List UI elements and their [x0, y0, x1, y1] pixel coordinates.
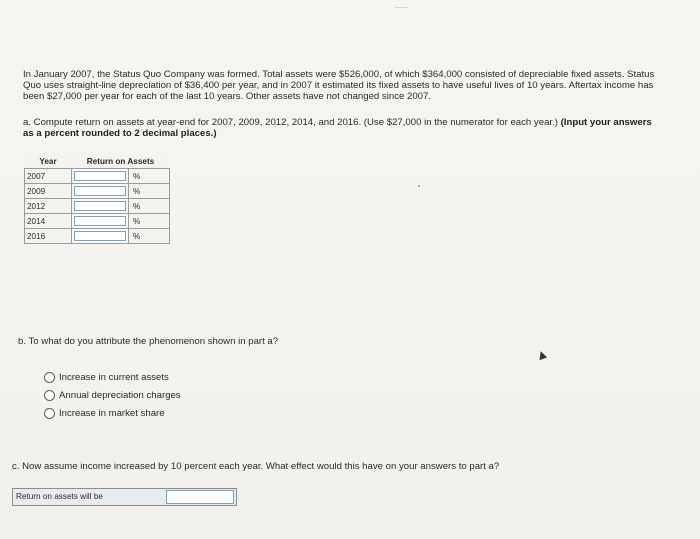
roa-input-2007[interactable] [74, 171, 126, 181]
radio-button[interactable] [44, 372, 55, 383]
part-a-prompt [23, 117, 663, 139]
option-annual-depreciation[interactable] [44, 390, 181, 401]
roa-input-2016[interactable] [74, 231, 126, 241]
percent-label: % [129, 229, 170, 244]
option-label: Annual depreciation charges [59, 390, 181, 401]
radio-button[interactable] [44, 390, 55, 401]
roa-input-cell[interactable] [72, 199, 129, 214]
percent-label: % [129, 184, 170, 199]
roa-input-cell[interactable] [72, 184, 129, 199]
header-partial-text: ..... [395, 0, 408, 10]
percent-label: % [129, 199, 170, 214]
roa-table [24, 155, 170, 244]
roa-input-2012[interactable] [74, 201, 126, 211]
option-label: Increase in market share [59, 408, 165, 419]
roa-input-cell[interactable] [72, 169, 129, 184]
answer-dropdown[interactable] [166, 490, 234, 504]
year-cell: 2012 [25, 199, 72, 214]
answer-label: Return on assets will be [16, 492, 103, 501]
roa-input-2009[interactable] [74, 186, 126, 196]
part-a-instruction: (Input your answers as a percent rounded to 2 decimal places.) [23, 117, 652, 140]
option-increase-market-share[interactable] [44, 408, 165, 419]
option-label: Increase in current assets [59, 372, 169, 383]
percent-label: % [129, 169, 170, 184]
year-cell: 2014 [25, 214, 72, 229]
part-c-question: c. Now assume income increased by 10 percent each year. What effect would this have on your answers to part a? [12, 461, 500, 472]
year-cell: 2007 [25, 169, 72, 184]
table-row [25, 184, 170, 199]
table-row [25, 214, 170, 229]
roa-header: Return on Assets [72, 155, 170, 169]
year-cell: 2016 [25, 229, 72, 244]
table-row [25, 199, 170, 214]
part-c-answer-row [12, 488, 237, 506]
roa-input-cell[interactable] [72, 229, 129, 244]
percent-label: % [129, 214, 170, 229]
roa-input-2014[interactable] [74, 216, 126, 226]
year-cell: 2009 [25, 184, 72, 199]
stray-dot [418, 185, 420, 187]
year-header: Year [25, 155, 72, 169]
table-row [25, 229, 170, 244]
radio-button[interactable] [44, 408, 55, 419]
table-header-row [25, 155, 170, 169]
part-a-text: a. Compute return on assets at year-end for 2007, 2009, 2012, 2014, and 2016. (Use $27,000 in the numerator for each year.) [23, 117, 558, 128]
problem-intro: In January 2007, the Status Quo Company was formed. Total assets were $526,000, of which $364,000 consisted of depreciable fixed assets. Status Quo uses straight-line depreciation of $36,400 per year, and in 2007 it estimated its fixed assets to have useful lives of 10 years. Aftertax income has been $27,000 per year for each of the last 10 years. Other assets have not changed since 2007. [23, 69, 655, 103]
table-row [25, 169, 170, 184]
mouse-cursor-icon [537, 350, 547, 360]
part-b-question: b. To what do you attribute the phenomenon shown in part a? [18, 336, 279, 347]
option-increase-current-assets[interactable] [44, 372, 169, 383]
roa-input-cell[interactable] [72, 214, 129, 229]
